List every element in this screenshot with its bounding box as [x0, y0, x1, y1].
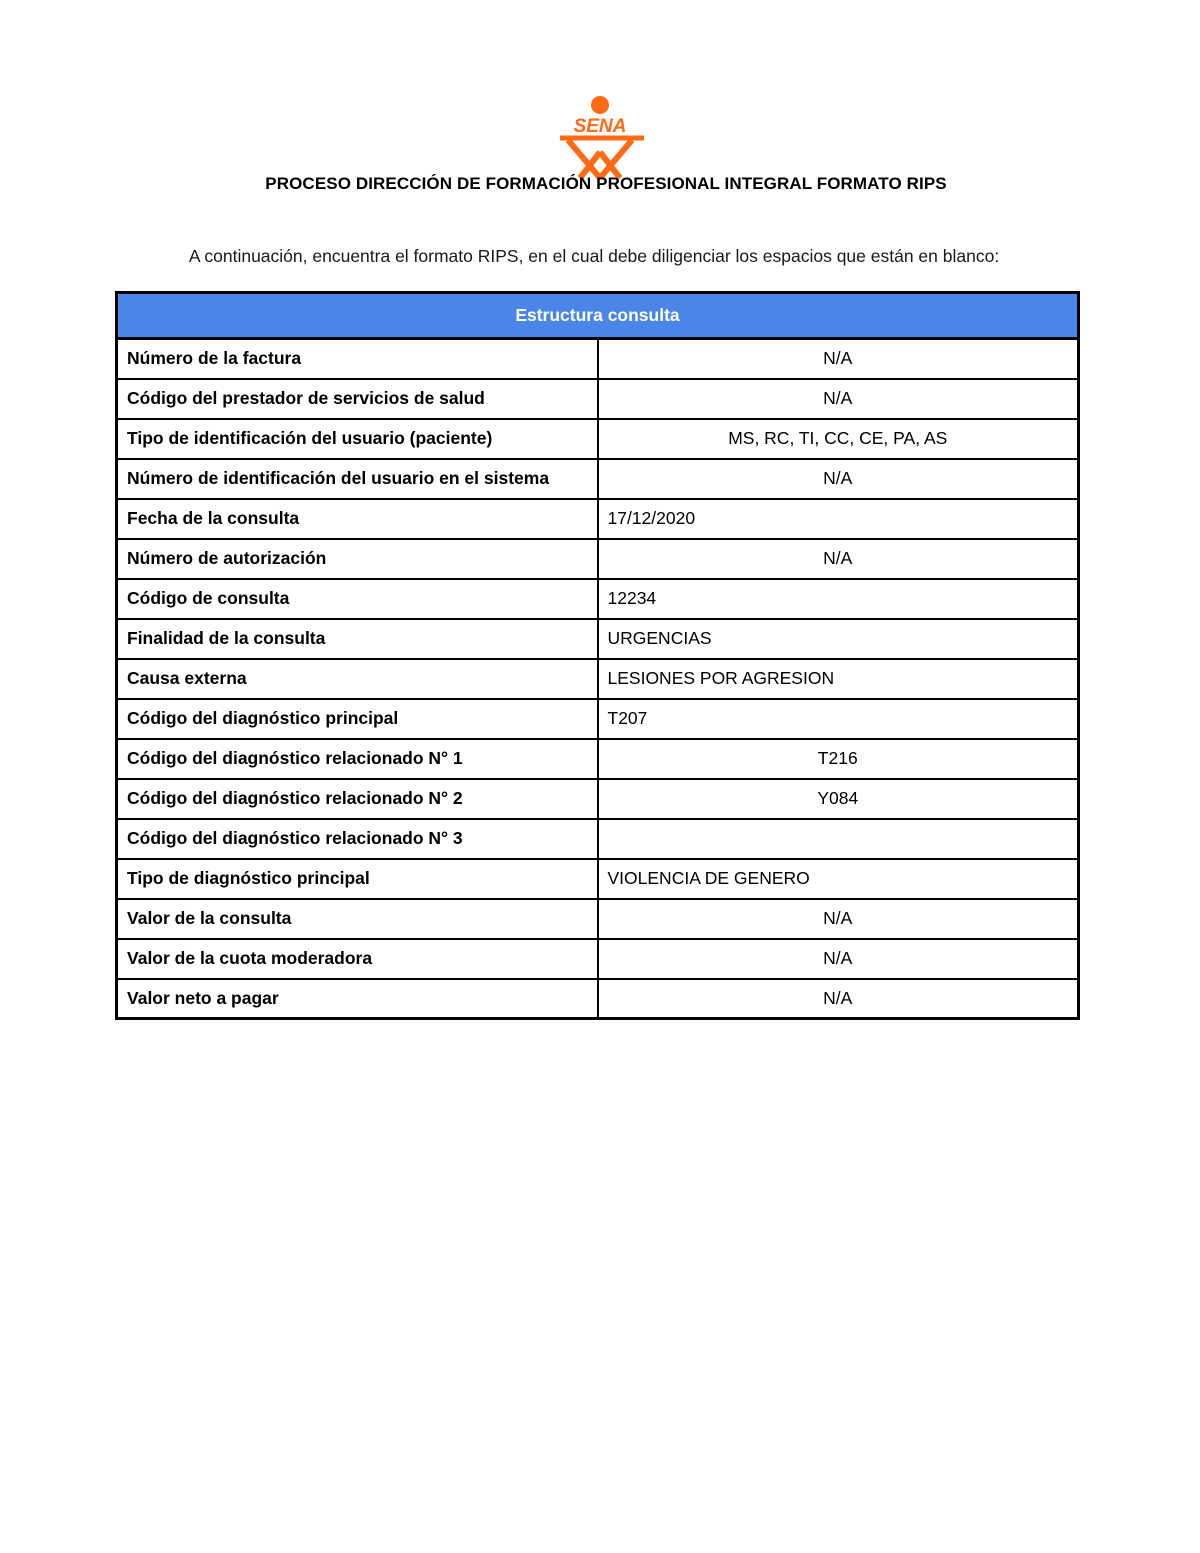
field-value[interactable]: URGENCIAS: [598, 619, 1079, 659]
table-row: [117, 579, 1079, 619]
table-row: [117, 779, 1079, 819]
field-value[interactable]: VIOLENCIA DE GENERO: [598, 859, 1079, 899]
table-row: [117, 379, 1079, 419]
field-value[interactable]: [598, 819, 1079, 859]
field-value[interactable]: T216: [598, 739, 1079, 779]
table-row: [117, 539, 1079, 579]
field-label: Código del diagnóstico principal: [117, 699, 598, 739]
page-title: PROCESO DIRECCIÓN DE FORMACIÓN PROFESIONAL INTEGRAL FORMATO RIPS: [265, 174, 947, 193]
field-label: Número de autorización: [117, 539, 598, 579]
field-value[interactable]: LESIONES POR AGRESION: [598, 659, 1079, 699]
field-label: Valor neto a pagar: [117, 979, 598, 1019]
field-label: Fecha de la consulta: [117, 499, 598, 539]
field-value[interactable]: Y084: [598, 779, 1079, 819]
field-label: Tipo de diagnóstico principal: [117, 859, 598, 899]
table-row: [117, 979, 1079, 1019]
field-label: Número de identificación del usuario en el sistema: [117, 459, 598, 499]
intro-text: A continuación, encuentra el formato RIPS, en el cual debe diligenciar los espacios que están en blanco:: [188, 246, 1000, 266]
field-value[interactable]: N/A: [598, 939, 1079, 979]
field-value[interactable]: 17/12/2020: [598, 499, 1079, 539]
field-value[interactable]: T207: [598, 699, 1079, 739]
table-row: [117, 459, 1079, 499]
field-label: Valor de la consulta: [117, 899, 598, 939]
rips-table: [115, 291, 1080, 1020]
table-row: [117, 939, 1079, 979]
field-value[interactable]: N/A: [598, 459, 1079, 499]
table-row: [117, 699, 1079, 739]
table-row: [117, 899, 1079, 939]
table-row: [117, 619, 1079, 659]
table-row: [117, 819, 1079, 859]
table-row: [117, 659, 1079, 699]
field-value[interactable]: N/A: [598, 979, 1079, 1019]
field-label: Código de consulta: [117, 579, 598, 619]
field-label: Código del prestador de servicios de salud: [117, 379, 598, 419]
field-label: Número de la factura: [117, 339, 598, 379]
field-label: Código del diagnóstico relacionado N° 2: [117, 779, 598, 819]
field-label: Causa externa: [117, 659, 598, 699]
table-body: [117, 339, 1079, 1019]
table-header-row: [117, 293, 1079, 339]
table-row: [117, 739, 1079, 779]
field-label: Tipo de identificación del usuario (paciente): [117, 419, 598, 459]
field-value[interactable]: 12234: [598, 579, 1079, 619]
sena-logo: [556, 94, 648, 180]
field-label: Valor de la cuota moderadora: [117, 939, 598, 979]
field-value[interactable]: N/A: [598, 339, 1079, 379]
field-value[interactable]: N/A: [598, 379, 1079, 419]
table-row: [117, 339, 1079, 379]
table-row: [117, 419, 1079, 459]
field-label: Finalidad de la consulta: [117, 619, 598, 659]
field-label: Código del diagnóstico relacionado N° 1: [117, 739, 598, 779]
field-value[interactable]: N/A: [598, 899, 1079, 939]
field-value[interactable]: N/A: [598, 539, 1079, 579]
field-label: Código del diagnóstico relacionado N° 3: [117, 819, 598, 859]
table-row: [117, 859, 1079, 899]
svg-text:SENA: SENA: [573, 116, 627, 137]
field-value[interactable]: MS, RC, TI, CC, CE, PA, AS: [598, 419, 1079, 459]
table-row: [117, 499, 1079, 539]
table-header: Estructura consulta: [117, 293, 1079, 339]
